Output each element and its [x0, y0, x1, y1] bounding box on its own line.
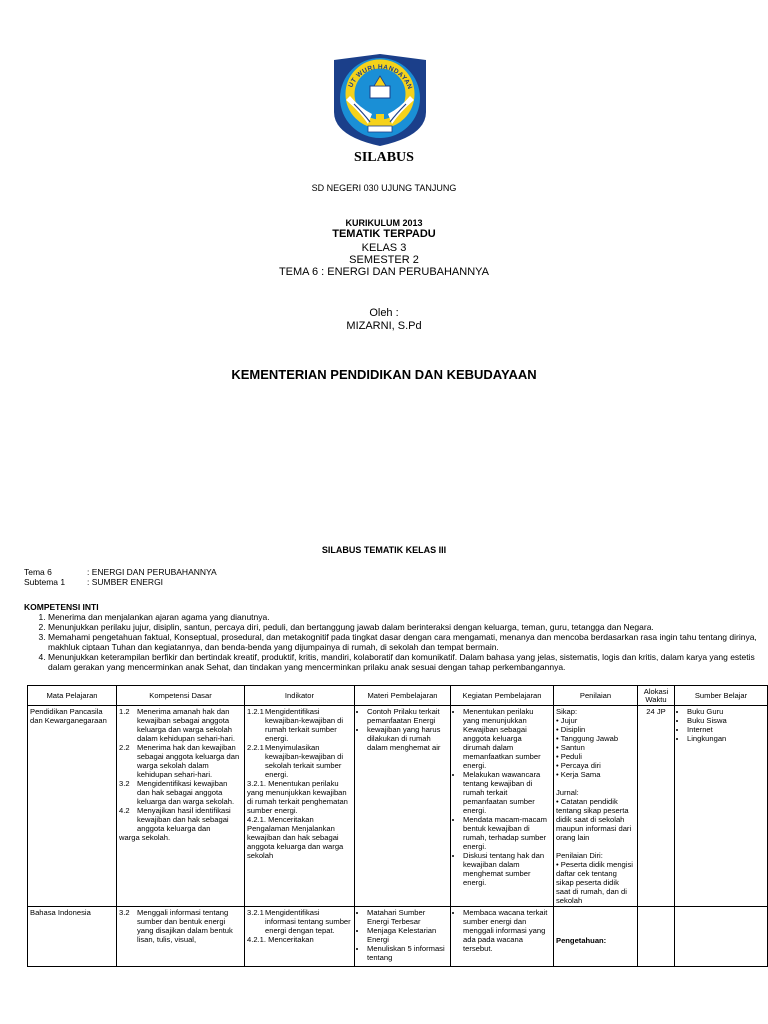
ministry: KEMENTERIAN PENDIDIKAN DAN KEBUDAYAAN — [231, 367, 537, 382]
indicator-item: 3.2.1. Menentukan perilaku yang menunjukkan kewajiban di rumah terkait penghematan sumber energi. — [247, 779, 348, 815]
syllabus-heading: SILABUS TEMATIK KELAS III — [321, 545, 447, 555]
list-item: • Menjaga Kelestarian Energi — [367, 926, 448, 944]
subject: TEMATIK TERPADU — [332, 228, 436, 240]
ki-title: KOMPETENSI INTI — [24, 602, 99, 612]
indicator-item: 4.2.1. Menceritakan Pengalaman Menjalankan kewajiban dan hak sebagai anggota keluarga dan warga sekolah — [247, 815, 344, 860]
kegiatan-list — [453, 707, 551, 887]
svg-text:TUT WURI HANDAYANI: UT WURI HANDAYAN — [347, 63, 414, 91]
list-item: • kewajiban yang harus dilakukan di rumah dalam menghemat air — [367, 725, 448, 752]
table-row — [28, 907, 768, 967]
kd-item: 3.2 Mengidentifikasi kewajiban dan hak sebagai anggota keluarga dan warga sekolah. — [119, 779, 235, 806]
kegiatan-list — [453, 908, 551, 953]
penilaian-cell — [554, 907, 638, 967]
list-item: • Buku Siswa — [687, 716, 765, 725]
list-item: • Contoh Prilaku terkait pemanfaatan Energi — [367, 707, 448, 725]
semester: SEMESTER 2 — [349, 254, 419, 266]
list-item: • Tanggung Jawab — [556, 734, 619, 743]
ki-item: 2. Menunjukkan perilaku jujur, disiplin, santun, percaya diri, peduli, dan bertanggung jawab dalam berinteraksi dengan keluarga, teman, guru, tetangga dan Negara. — [48, 622, 768, 632]
ki-item: 4. Menunjukkan keterampilan berfikir dan bertindak kreatif, produktif, kritis, mandiri, kolaboratif dan komunikatif. Dalam bahasa yang jelas, sistematis, logis dan kritis, dalam karya yang estetis dalam gerakan yang mencerminkan anak Sehat, dan tindakan yang mencerminkan prilaku anak sesuai dengan tahap perkembangannya. — [48, 652, 768, 672]
list-item: • Catatan pendidik tentang sikap peserta didik saat di sekolah maupun informasi dari orang lain — [556, 797, 632, 842]
list-item: • Melakukan wawancara tentang kewajiban di rumah terkait pemanfaatan sumber energi. — [463, 770, 551, 815]
list-item: • Disiplin — [556, 725, 586, 734]
by-label: Oleh : — [369, 307, 399, 319]
list-item: • Matahari Sumber Energi Terbesar — [367, 908, 448, 926]
header-cell: Mata Pelajaran — [28, 686, 117, 706]
kd-item: 2.2 Menerima hak dan kewajiban sebagai anggota keluarga dan warga sekolah dalam kehidupan sehari-hari. — [119, 743, 240, 779]
ki-list — [24, 612, 768, 672]
subtheme-value: : SUMBER ENERGI — [87, 577, 164, 587]
theme: TEMA 6 : ENERGI DAN PERUBAHANNYA — [278, 266, 490, 278]
grade: KELAS 3 — [361, 242, 407, 254]
materi-list — [357, 707, 448, 752]
sikap-title: Sikap: — [556, 707, 578, 716]
indicator-item: 1.2.1 Mengidentifikasi kewajiban-kewajiban di rumah terkait sumber energi. — [247, 707, 344, 743]
list-item: • Menuliskan 5 informasi tentang — [367, 944, 448, 962]
header-cell: Penilaian — [554, 686, 638, 706]
sumber-cell — [675, 907, 768, 967]
penilaian-diri-title: Penilaian Diri: — [556, 851, 603, 860]
kegiatan-cell — [451, 706, 554, 907]
curriculum: KURIKULUM 2013 — [345, 218, 423, 228]
subject-cell: Bahasa Indonesia — [28, 907, 117, 967]
list-item: • Peserta didik mengisi daftar cek tentang sikap peserta didik saat di rumah, dan di sekolah — [556, 860, 633, 905]
indicator-item: 3.2.1 Mengidentifikasi informasi tentang sumber energi dengan tepat. — [247, 908, 351, 935]
header-cell: Indikator — [245, 686, 355, 706]
header-cell: Alokasi Waktu — [638, 686, 675, 706]
subtheme-label: Subtema 1 — [24, 577, 66, 587]
list-item: • Lingkungan — [687, 734, 765, 743]
indicator-cell — [245, 706, 355, 907]
alokasi-cell — [638, 907, 675, 967]
school-name: SD NEGERI 030 UJUNG TANJUNG — [311, 183, 457, 193]
theme-label: Tema 6 — [24, 567, 52, 577]
syllabus-table — [27, 685, 768, 967]
header-cell: Kompetensi Dasar — [117, 686, 245, 706]
jurnal-title: Jurnal: — [556, 788, 579, 797]
header-cell: Materi Pembelajaran — [355, 686, 451, 706]
kegiatan-cell — [451, 907, 554, 967]
sumber-cell — [675, 706, 768, 907]
table-header-row — [28, 686, 768, 706]
header-cell: Sumber Belajar — [675, 686, 768, 706]
author: MIZARNI, S.Pd — [346, 320, 422, 332]
list-item: • Internet — [687, 725, 765, 734]
materi-cell — [355, 706, 451, 907]
alokasi-cell: 24 JP — [638, 706, 675, 907]
subject-cell: Pendidikan Pancasila dan Kewarganegaraan — [28, 706, 117, 907]
kd-tail: warga sekolah. — [119, 833, 171, 842]
list-item: • Buku Guru — [687, 707, 765, 716]
list-item: • Percaya diri — [556, 761, 601, 770]
penilaian-cell — [554, 706, 638, 907]
indicator-item: 2.2.1 Menyimulasikan kewajiban-kewajiban di sekolah terkait sumber energi. — [247, 743, 344, 779]
kd-item: 3.2 Menggali informasi tentang sumber dan bentuk energi yang disajikan dalam bentuk lisan, tulis, visual, — [119, 908, 233, 944]
ki-item: 3. Memahami pengetahuan faktual, Konseptual, prosedural, dan metakognitif pada tingkat dasar dengan cara mengamati, menanya dan mencoba berdasarkan rasa ingin tahu tentang dirinya, makhluk ciptaan Tuhan dan kegiatannya, dan benda-benda yang dijumpainya di rumah, di sekolah dan tempat bermain. — [48, 632, 768, 652]
kd-item: 4.2 Menyajikan hasil identifikasi kewajiban dan hak sebagai anggota keluarga dan — [119, 806, 231, 833]
list-item: • Mendata macam-macam bentuk kewajiban di rumah, terhadap sumber energi. — [463, 815, 551, 851]
kd-item: 1.2 Menerima amanah hak dan kewajiban sebagai anggota keluarga dan warga sekolah dalam kehidupan sehari-hari. — [119, 707, 235, 743]
list-item: • Membaca wacana terkait sumber energi dan menggali informasi yang ada pada wacana tersebut. — [463, 908, 551, 953]
list-item: • Santun — [556, 743, 585, 752]
sumber-list — [677, 707, 765, 743]
header-cell: Kegiatan Pembelajaran — [451, 686, 554, 706]
kd-cell — [117, 907, 245, 967]
kd-cell — [117, 706, 245, 907]
theme-value: : ENERGI DAN PERUBAHANNYA — [87, 567, 217, 577]
table-row — [28, 706, 768, 907]
ki-item: 1. Menerima dan menjalankan ajaran agama yang dianutnya. — [48, 612, 768, 622]
indicator-cell — [245, 907, 355, 967]
pengetahuan-title: Pengetahuan: — [556, 936, 607, 945]
list-item: • Diskusi tentang hak dan kewajiban dalam menghemat sumber energi. — [463, 851, 551, 887]
materi-cell — [355, 907, 451, 967]
list-item: • Jujur — [556, 716, 578, 725]
list-item: • Peduli — [556, 752, 582, 761]
tut-wuri-handayani-logo — [330, 52, 430, 148]
indicator-item: 4.2.1. Menceritakan — [247, 935, 314, 944]
list-item: • Menentukan perilaku yang menunjukkan Kewajiban sebagai anggota keluarga dirumah dalam memanfaatkan sumber energi. — [463, 707, 551, 770]
list-item: • Kerja Sama — [556, 770, 601, 779]
cover-title: SILABUS — [354, 150, 414, 165]
materi-list — [357, 908, 448, 962]
